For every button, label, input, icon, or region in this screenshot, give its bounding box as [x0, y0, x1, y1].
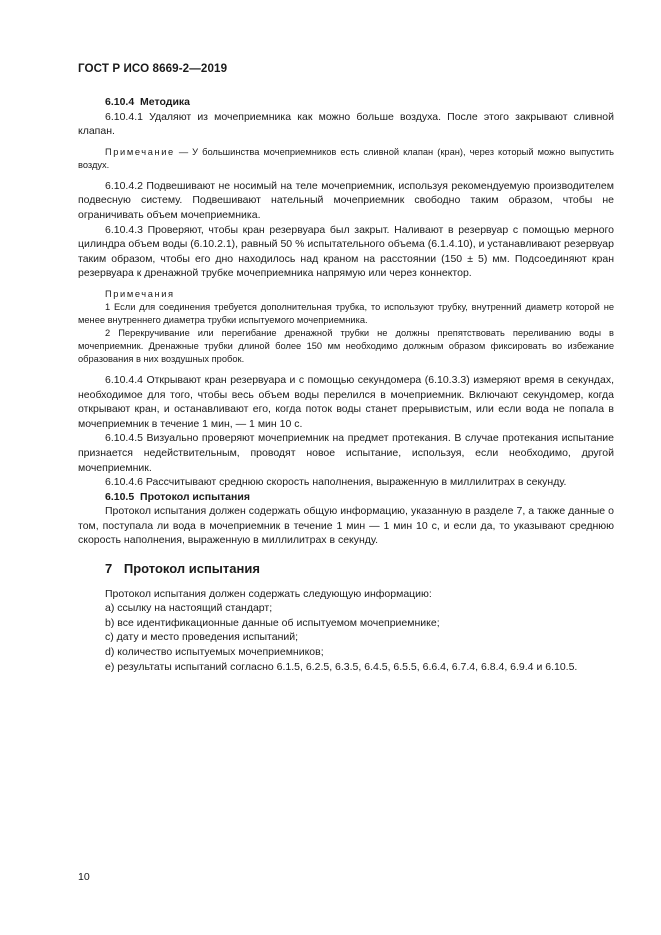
- list-item: c) дату и место проведения испытаний;: [105, 631, 299, 644]
- section-number: 7: [105, 561, 113, 577]
- heading-6-10-5: [78, 490, 614, 505]
- heading-title: Протокол испытания: [140, 490, 250, 503]
- page-number: 10: [78, 871, 90, 883]
- section-7-intro: Протокол испытания должен содержать следующую информацию:: [105, 587, 432, 600]
- paragraph-6-10-4-3: 6.10.4.3 Проверяют, чтобы кран резервуара был закрыт. Наливают в резервуар с помощью мерного цилиндра объем воды (6.10.2.1), равный 50 % испытательного объема (6.1.4.10), и устанавливают резервуар таким образом, чтобы его дно находилось над краном на расстоянии (150 ± 5) мм. Подсоединяют кран резервуара к дренажной трубке мочеприемника напрямую или через коннектор.: [78, 223, 614, 280]
- list-item: e) результаты испытаний согласно 6.1.5, 6.2.5, 6.3.5, 6.4.5, 6.5.5, 6.6.4, 6.7.4, 6.8.4, 6.9.4 и 6.10.5.: [105, 660, 578, 673]
- heading-number: 6.10.5: [105, 490, 135, 503]
- paragraph-6-10-4-2: 6.10.4.2 Подвешивают не носимый на теле мочеприемник, используя рекомендуемую производителем подвесную систему. Подвешивают нательный мочеприемник свободно таким образом, чтобы не ограничивать объем мочеприемника.: [78, 179, 614, 221]
- note-6-10-4-1: [78, 146, 614, 172]
- section-7-heading: [78, 562, 614, 577]
- heading-number: 6.10.4: [105, 96, 135, 108]
- note-2: 2 Перекручивание или перегибание дренажной трубки не должны препятствовать переливанию воды в мочеприемник. Дренажные трубки длиной более 150 мм необходимо должным образом фиксировать во избежание образования в них воздушных пробок.: [78, 327, 614, 364]
- standard-designation: ГОСТ Р ИСО 8669-2—2019: [78, 62, 228, 75]
- section-title: Протокол испытания: [123, 561, 260, 577]
- note-1: 1 Если для соединения требуется дополнительная трубка, то используют трубку, внутренний диаметр которой не менее внутреннего диаметра трубки испытуемого мочеприемника.: [78, 301, 614, 325]
- paragraph-6-10-4-5: 6.10.4.5 Визуально проверяют мочеприемник на предмет протекания. В случае протекания испытание признается недействительным, проводят новое испытание, используя, если необходимо, другой мочеприемник.: [78, 432, 614, 474]
- heading-title: Методика: [140, 96, 190, 108]
- paragraph-6-10-4-6: 6.10.4.6 Рассчитывают среднюю скорость наполнения, выраженную в миллилитрах в секунду.: [105, 476, 567, 489]
- paragraph-6-10-4-4: 6.10.4.4 Открывают кран резервуара и с помощью секундомера (6.10.3.3) измеряют время в секундах, необходимое для того, чтобы весь объем воды перелился в мочеприемник. Включают секундомер, когда открывают кран, и останавливают его, когда поток воды станет прерывистым, или если вода не попала в мочеприемник в течение 1 мин, — 1 мин 10 с.: [78, 373, 614, 430]
- notes-label: Примечания: [105, 288, 175, 299]
- document-body: [78, 95, 614, 674]
- note-label: Примечание: [105, 146, 175, 157]
- heading-6-10-4: [78, 95, 614, 110]
- list-item: b) все идентификационные данные об испытуемом мочеприемнике;: [105, 616, 440, 629]
- list-item: а) ссылку на настоящий стандарт;: [105, 602, 273, 615]
- paragraph-6-10-5: Протокол испытания должен содержать общую информацию, указанную в разделе 7, а также данные о том, поступала ли вода в мочеприемник в течение 1 мин — 1 мин 10 с, и если да, то указывают среднюю скорость наполнения, выраженную в миллилитрах в секунду.: [78, 505, 614, 547]
- paragraph-6-10-4-1: 6.10.4.1 Удаляют из мочеприемника как можно больше воздуха. После этого закрывают сливной клапан.: [78, 110, 614, 138]
- note-text: — У большинства мочеприемников есть сливной клапан (кран), через который можно выпустить воздух.: [78, 146, 614, 170]
- list-item: d) количество испытуемых мочеприемников;: [105, 646, 324, 659]
